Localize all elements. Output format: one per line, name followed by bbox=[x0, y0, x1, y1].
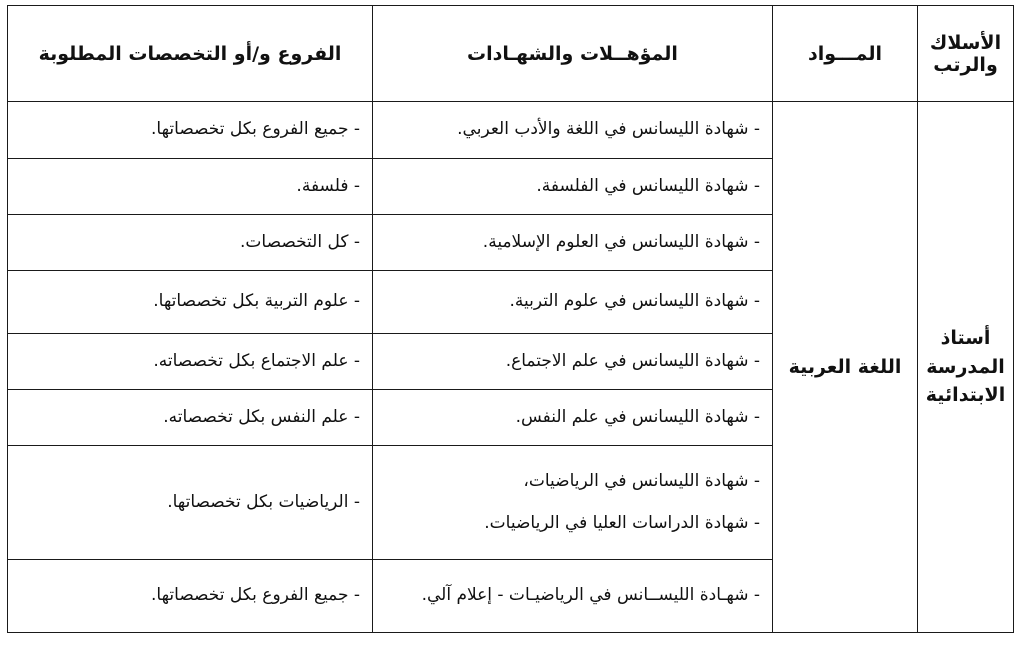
qualification-cell bbox=[373, 334, 773, 390]
branch-cell: - كل التخصصات. bbox=[8, 215, 373, 271]
branch-cell: - فلسفة. bbox=[8, 159, 373, 215]
qualification-text: - شهادة الليسانس في الفلسفة. bbox=[536, 175, 760, 196]
qualification-text: - شهادة الليسانس في علم النفس. bbox=[515, 406, 760, 427]
qualification-text: - شهادة الليسانس في العلوم الإسلامية. bbox=[482, 231, 760, 252]
qualification-cell bbox=[373, 390, 773, 446]
qualification-text: - شهادة الليسانس في اللغة والأدب العربي. bbox=[457, 119, 760, 140]
qualification-cell bbox=[373, 102, 773, 159]
qualification-cell bbox=[373, 215, 773, 271]
branch-cell: - علوم التربية بكل تخصصاتها. bbox=[8, 271, 373, 334]
branch-cell: - علم الاجتماع بكل تخصصاته. bbox=[8, 334, 373, 390]
qualification-cell bbox=[373, 271, 773, 334]
header-branches: الفروع و/أو التخصصات المطلوبة bbox=[8, 6, 373, 102]
qualification-text: - شهادة الليسانس في علوم التربية. bbox=[509, 291, 760, 312]
branch-cell: - الرياضيات بكل تخصصاتها. bbox=[8, 446, 373, 560]
qualification-text: - شهادة الدراسات العليا في الرياضيات. bbox=[484, 512, 760, 533]
header-subject: المـــواد bbox=[773, 6, 918, 102]
rank-cell bbox=[918, 102, 1014, 633]
qualification-text: - شهـادة الليســانس في الرياضيـات - إعلام آلي. bbox=[421, 585, 760, 606]
branch-cell: - جميع الفروع بكل تخصصاتها. bbox=[8, 102, 373, 159]
qualification-text: - شهادة الليسانس في الرياضيات، bbox=[523, 471, 760, 492]
qualifications-table bbox=[7, 5, 1014, 633]
subject-cell: اللغة العربية bbox=[773, 102, 918, 633]
qualification-cell bbox=[373, 560, 773, 633]
branch-cell: - جميع الفروع بكل تخصصاتها. bbox=[8, 560, 373, 633]
header-row bbox=[8, 6, 1014, 102]
table-row bbox=[8, 102, 1014, 159]
qualification-cell bbox=[373, 159, 773, 215]
qualification-cell bbox=[373, 446, 773, 560]
header-qualifications: المؤهــلات والشهـادات bbox=[373, 6, 773, 102]
branch-cell: - علم النفس بكل تخصصاته. bbox=[8, 390, 373, 446]
qualification-text: - شهادة الليسانس في علم الاجتماع. bbox=[505, 350, 760, 371]
rank-value: أستاذ المدرسة الابتدائية bbox=[925, 327, 1006, 407]
header-rank: الأسلاك والرتب bbox=[918, 6, 1014, 102]
